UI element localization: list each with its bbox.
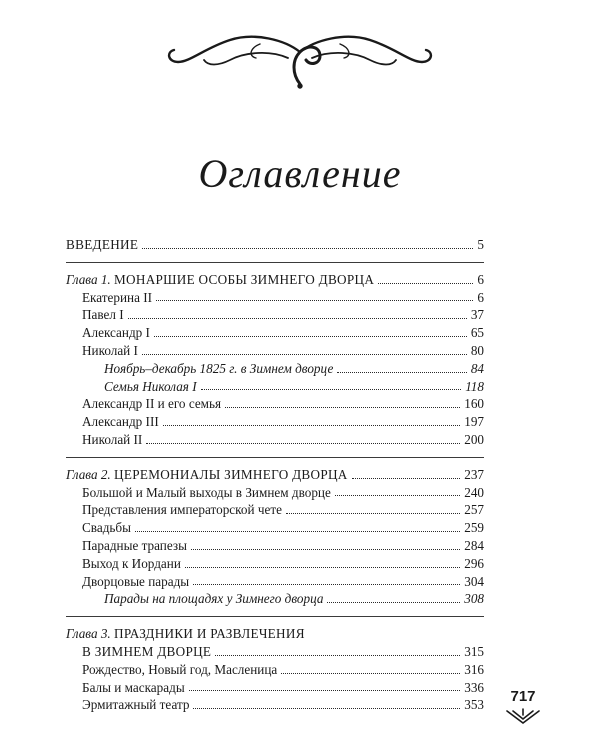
leader-dots [193, 584, 460, 585]
leader-dots [135, 531, 460, 532]
toc-entry-page: 197 [464, 414, 484, 430]
page-title: Оглавление [198, 151, 402, 196]
toc-entry-label: Балы и маскарады [82, 679, 185, 695]
leader-dots [191, 549, 460, 550]
toc-entry-page: 259 [464, 520, 484, 536]
toc-entry-page: 65 [470, 325, 484, 341]
leader-dots [142, 248, 473, 249]
leader-dots [335, 495, 460, 496]
toc-entry-page: 37 [470, 307, 484, 323]
section-divider [66, 616, 484, 617]
decorative-flourish [160, 22, 440, 92]
toc-entry-label: Выход к Иордани [82, 555, 181, 571]
chapter-number: Глава 2. [66, 466, 111, 482]
toc-entry[interactable] [66, 537, 484, 555]
toc-entry[interactable] [66, 324, 484, 342]
toc-entry-label: Семья Николая I [104, 378, 197, 394]
leader-dots [215, 655, 460, 656]
toc-entry-page: 6 [477, 289, 484, 305]
toc-entry-label: Парадные трапезы [82, 537, 187, 553]
toc-entry[interactable] [66, 679, 484, 697]
toc-entry-label: Рождество, Новый год, Масленица [82, 661, 278, 677]
toc-subentry[interactable] [66, 590, 484, 608]
toc-entry-page: 284 [464, 537, 484, 553]
toc-entry-page: 308 [464, 591, 484, 607]
toc-entry[interactable] [66, 342, 484, 360]
leader-dots [281, 673, 460, 674]
toc-entry-label: Представления императорской чете [82, 502, 282, 518]
chapter-title: ЦЕРЕМОНИАЛЫ ЗИМНЕГО ДВОРЦА [114, 466, 348, 482]
chapter-number: Глава 1. [66, 271, 111, 287]
toc-chapter-label [66, 271, 376, 289]
leader-dots [378, 283, 473, 284]
toc-entry[interactable] [66, 661, 484, 679]
toc-entry-label: Александр I [82, 325, 150, 341]
section-divider [66, 262, 484, 263]
chapter-title: ПРАЗДНИКИ И РАЗВЛЕЧЕНИЯ [114, 626, 305, 642]
toc-entry-label: Александр III [82, 414, 159, 430]
chapter-title: МОНАРШИЕ ОСОБЫ ЗИМНЕГО ДВОРЦА [114, 271, 375, 287]
leader-dots [286, 513, 460, 514]
toc-chapter-label [66, 466, 350, 484]
toc-entry-page: 118 [465, 378, 484, 394]
toc-entry-label: Дворцовые парады [82, 573, 190, 589]
toc-entry-label: ВВЕДЕНИЕ [66, 237, 139, 252]
toc-entry[interactable] [66, 289, 484, 307]
toc-entry[interactable] [66, 431, 484, 449]
toc-entry[interactable] [66, 413, 484, 431]
toc-entry-page: 160 [464, 396, 484, 412]
toc-chapter-1[interactable] [66, 271, 484, 289]
toc-entry[interactable] [66, 519, 484, 537]
toc-entry[interactable] [66, 573, 484, 591]
leader-dots [185, 567, 460, 568]
toc-entry-page: 240 [464, 484, 484, 500]
toc-entry-page: 316 [464, 661, 484, 677]
leader-dots [193, 708, 460, 709]
toc-entry-page: 5 [477, 237, 484, 252]
toc-entry-label: Ноябрь–декабрь 1825 г. в Зимнем дворце [104, 360, 334, 376]
leader-dots [225, 407, 460, 408]
toc-entry[interactable] [66, 555, 484, 573]
toc-entry-label: Александр II и его семья [82, 396, 222, 412]
section-divider [66, 457, 484, 458]
toc-entry-label: Николай II [82, 431, 143, 447]
toc-entry-page: 6 [477, 271, 484, 287]
toc-entry[interactable] [66, 696, 484, 714]
leader-dots [146, 443, 460, 444]
toc-entry-page: 296 [464, 555, 484, 571]
toc-chapter-3[interactable] [66, 643, 484, 661]
toc-entry[interactable] [66, 306, 484, 324]
toc-entry-label: Николай I [82, 342, 138, 358]
toc-chapter-3-line1[interactable] [66, 625, 484, 643]
toc-entry-page: 315 [464, 643, 484, 659]
leader-dots [156, 300, 473, 301]
toc-entry[interactable] [66, 395, 484, 413]
toc-entry-label: Екатерина II [82, 289, 153, 305]
leader-dots [154, 336, 467, 337]
chapter-number: Глава 3. [66, 626, 111, 642]
toc-intro[interactable] [66, 236, 484, 254]
leader-dots [337, 372, 467, 373]
page-number: 717 [510, 688, 536, 705]
toc-subentry[interactable] [66, 360, 484, 378]
toc-entry-page: 336 [464, 679, 484, 695]
page-number-ornament-icon [503, 707, 543, 727]
toc-entry[interactable] [66, 484, 484, 502]
toc-entry-page: 200 [464, 431, 484, 447]
toc-entry-page: 84 [470, 360, 484, 376]
toc-entry-page: 80 [470, 342, 484, 358]
toc-entry-label: Парады на площадях у Зимнего дворца [104, 591, 324, 607]
table-of-contents [66, 236, 484, 714]
leader-dots [352, 478, 461, 479]
toc-subentry[interactable] [66, 378, 484, 396]
toc-entry[interactable] [66, 501, 484, 519]
toc-entry-page: 257 [464, 502, 484, 518]
toc-chapter-2[interactable] [66, 466, 484, 484]
leader-dots [128, 318, 467, 319]
toc-entry-label: Эрмитажный театр [82, 697, 190, 713]
toc-entry-label: Большой и Малый выходы в Зимнем дворце [82, 484, 331, 500]
chapter-title-continued: В ЗИМНЕМ ДВОРЦЕ [82, 643, 212, 659]
leader-dots [163, 425, 460, 426]
leader-dots [142, 354, 467, 355]
toc-entry-page: 237 [464, 466, 484, 482]
toc-entry-label: Павел I [82, 307, 124, 323]
leader-dots [189, 690, 461, 691]
leader-dots [327, 602, 460, 603]
leader-dots [201, 389, 462, 390]
toc-entry-label: Свадьбы [82, 520, 131, 536]
toc-entry-page: 304 [464, 573, 484, 589]
toc-entry-page: 353 [464, 697, 484, 713]
